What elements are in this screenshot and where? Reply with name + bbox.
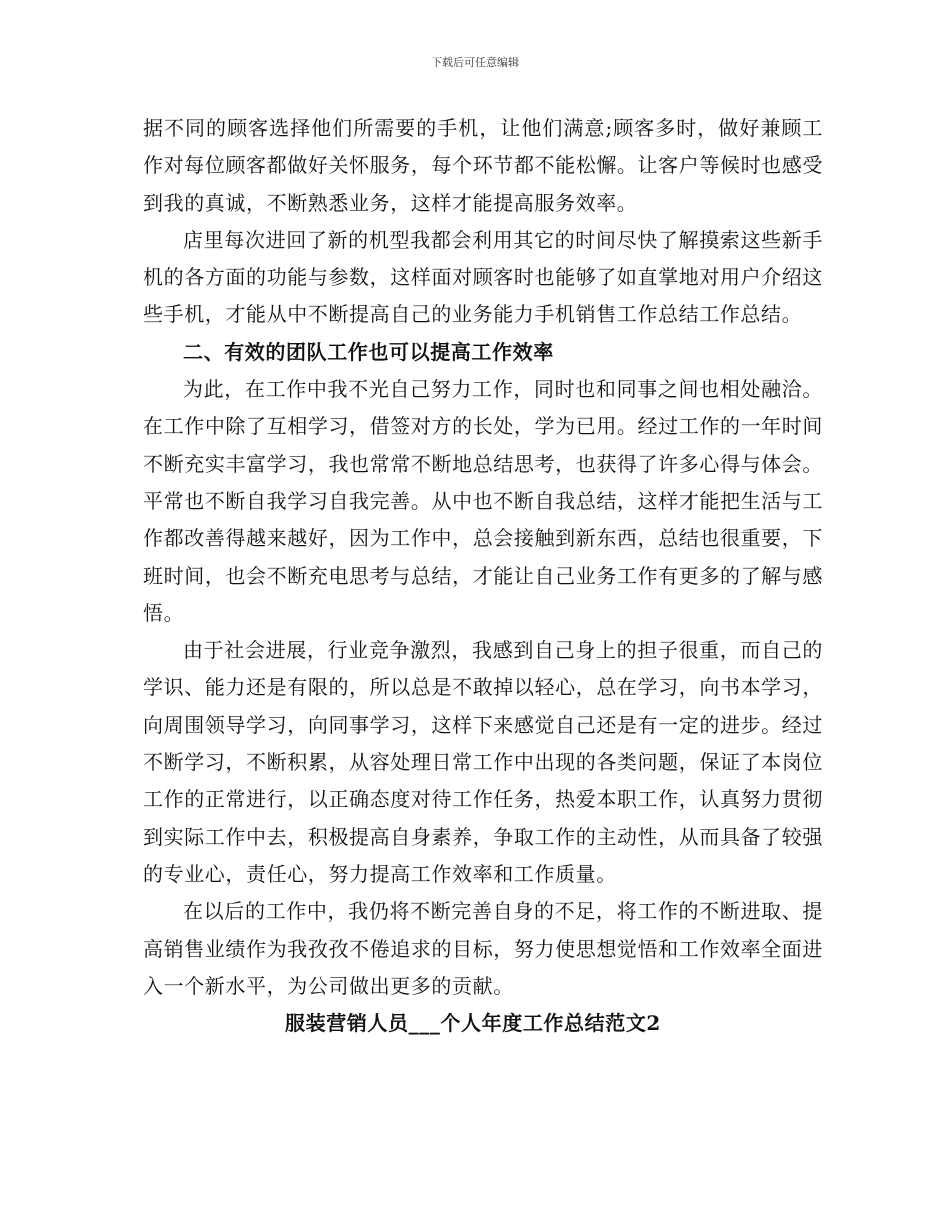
paragraph-3: 为此，在工作中我不光自己努力工作，同时也和同事之间也相处融洽。在工作中除了互相学习，借签对方的长处，学为已用。经过工作的一年时间不断充实丰富学习，我也常常不断地总结思考，也获得了许多心得与体会。平常也不断自我学习自我完善。从中也不断自我总结，这样才能把生活与工作都改善得越来越好，因为工作中，总会接触到新东西，总结也很重要，下班时间，也会不断充电思考与总结，才能让自己业务工作有更多的了解与感悟。: [143, 377, 823, 625]
paragraph-4: 由于社会进展，行业竞争激烈，我感到自己身上的担子很重，而自己的学识、能力还是有限的，所以总是不敢掉以轻心，总在学习，向书本学习，向周围领导学习，向同事学习，这样下来感觉自己还是有一定的进步。经过不断学习，不断积累，从容处理日常工作中出现的各类问题，保证了本岗位工作的正常进行，以正确态度对待工作任务，热爱本职工作，认真努力贯彻到实际工作中去，积极提高自身素养，争取工作的主动性，从而具备了较强的专业心，责任心，努力提高工作效率和工作质量。: [143, 638, 823, 886]
document-title-2: 服装营销人员___个人年度工作总结范文2: [285, 1011, 661, 1036]
document-body: [143, 110, 823, 1042]
page-header: 下载后可任意编辑: [431, 56, 519, 69]
paragraph-5: 在以后的工作中，我仍将不断完善自身的不足，将工作的不断进取、提高销售业绩作为我孜孜不倦追求的目标，努力使思想觉悟和工作效率全面进入一个新水平，为公司做出更多的贡献。: [143, 899, 823, 998]
section-heading-2: 二、有效的团队工作也可以提高工作效率: [183, 339, 554, 364]
paragraph-2: 店里每次进回了新的机型我都会利用其它的时间尽快了解摸索这些新手机的各方面的功能与参数，这样面对顾客时也能够了如直掌地对用户介绍这些手机，才能从中不断提高自己的业务能力手机销售工作总结工作总结。: [143, 227, 823, 327]
paragraph-1: 据不同的顾客选择他们所需要的手机，让他们满意;顾客多时，做好兼顾工作对每位顾客都做好关怀服务，每个环节都不能松懈。让客户等候时也感受到我的真诚，不断熟悉业务，这样才能提高服务效率。: [143, 116, 823, 215]
